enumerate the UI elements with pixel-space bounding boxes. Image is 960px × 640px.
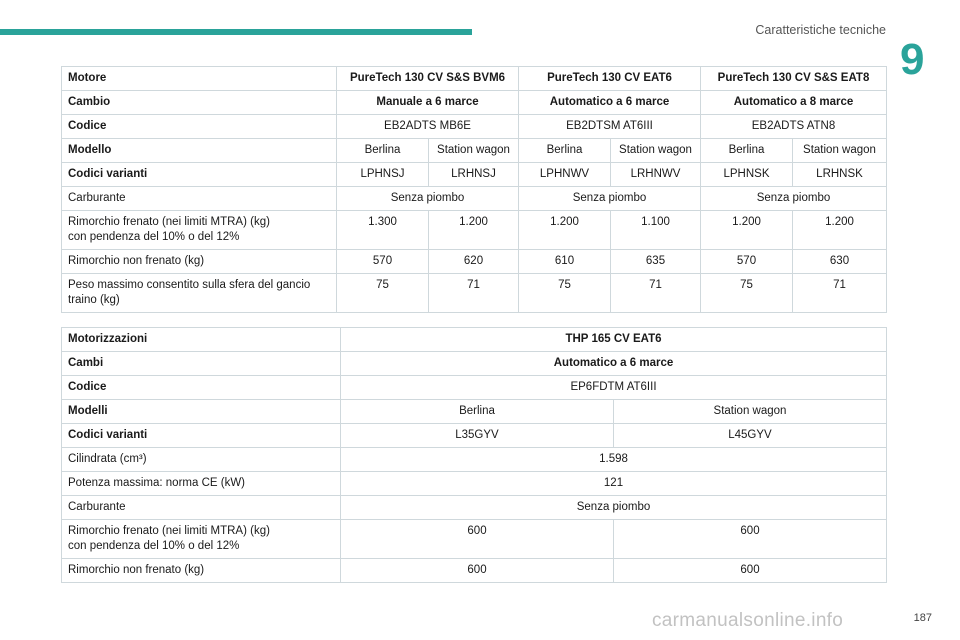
row-label: [62, 520, 341, 559]
row-label: Motore: [62, 67, 337, 91]
displacement-cell: 1.598: [341, 448, 887, 472]
ball-load-cell: 71: [429, 274, 519, 313]
code-cell: EB2DTSM AT6III: [519, 115, 701, 139]
petrol-engines-table: [61, 66, 887, 313]
gearbox-cell: Manuale a 6 marce: [337, 91, 519, 115]
braked-cell: 1.300: [337, 211, 429, 250]
braked-cell: 600: [614, 520, 887, 559]
row-label: Modelli: [62, 400, 341, 424]
braked-cell: 1.200: [429, 211, 519, 250]
ball-load-cell: 71: [611, 274, 701, 313]
row-label: Motorizzazioni: [62, 328, 341, 352]
unbraked-cell: 635: [611, 250, 701, 274]
chapter-number: 9: [900, 35, 925, 84]
row-label: [62, 211, 337, 250]
row-label-line: con pendenza del 10% o del 12%: [68, 231, 240, 243]
model-cell: Station wagon: [429, 139, 519, 163]
gearbox-cell: Automatico a 8 marce: [701, 91, 887, 115]
table-row: [62, 472, 887, 496]
watermark: carmanualsonline.info: [652, 610, 844, 631]
unbraked-cell: 600: [341, 559, 614, 583]
row-label-line: Rimorchio frenato (nei limiti MTRA) (kg): [68, 525, 270, 537]
table-row: [62, 250, 887, 274]
unbraked-cell: 630: [793, 250, 887, 274]
unbraked-cell: 610: [519, 250, 611, 274]
row-label: Cilindrata (cm³): [62, 448, 341, 472]
thp-engine-table: [61, 327, 887, 583]
engine-cell: PureTech 130 CV S&S EAT8: [701, 67, 887, 91]
table-row: [62, 187, 887, 211]
row-label: Rimorchio non frenato (kg): [62, 250, 337, 274]
header-accent-bar: [0, 29, 472, 35]
table-row: [62, 115, 887, 139]
table-row: [62, 163, 887, 187]
fuel-cell: Senza piombo: [519, 187, 701, 211]
ball-load-cell: 75: [519, 274, 611, 313]
row-label: Codice: [62, 115, 337, 139]
engine-cell: THP 165 CV EAT6: [341, 328, 887, 352]
row-label-line: Peso massimo consentito sulla sfera del gancio: [68, 279, 311, 291]
row-label: Carburante: [62, 496, 341, 520]
unbraked-cell: 570: [337, 250, 429, 274]
row-label: Cambi: [62, 352, 341, 376]
section-title: Caratteristiche tecniche: [755, 23, 886, 37]
row-label: Cambio: [62, 91, 337, 115]
row-label-line: traino (kg): [68, 294, 120, 306]
table-row: [62, 274, 887, 313]
row-label-line: Rimorchio frenato (nei limiti MTRA) (kg): [68, 216, 270, 228]
fuel-cell: Senza piombo: [337, 187, 519, 211]
unbraked-cell: 600: [614, 559, 887, 583]
variant-cell: LPHNSJ: [337, 163, 429, 187]
table-row: [62, 91, 887, 115]
row-label: Carburante: [62, 187, 337, 211]
fuel-cell: Senza piombo: [701, 187, 887, 211]
gearbox-cell: Automatico a 6 marce: [341, 352, 887, 376]
engine-cell: PureTech 130 CV EAT6: [519, 67, 701, 91]
variant-cell: LPHNWV: [519, 163, 611, 187]
model-cell: Station wagon: [614, 400, 887, 424]
table-row: [62, 520, 887, 559]
ball-load-cell: 75: [701, 274, 793, 313]
row-label: Codice: [62, 376, 341, 400]
braked-cell: 1.200: [701, 211, 793, 250]
variant-cell: LRHNSJ: [429, 163, 519, 187]
variant-cell: LRHNWV: [611, 163, 701, 187]
variant-cell: L35GYV: [341, 424, 614, 448]
braked-cell: 1.100: [611, 211, 701, 250]
table-row: [62, 376, 887, 400]
row-label: Rimorchio non frenato (kg): [62, 559, 341, 583]
braked-cell: 1.200: [793, 211, 887, 250]
unbraked-cell: 620: [429, 250, 519, 274]
variant-cell: L45GYV: [614, 424, 887, 448]
row-label: Codici varianti: [62, 424, 341, 448]
model-cell: Station wagon: [793, 139, 887, 163]
row-label: Potenza massima: norma CE (kW): [62, 472, 341, 496]
row-label: [62, 274, 337, 313]
table-row: [62, 448, 887, 472]
model-cell: Station wagon: [611, 139, 701, 163]
table-row: [62, 559, 887, 583]
table-row: [62, 67, 887, 91]
model-cell: Berlina: [341, 400, 614, 424]
row-label-line: con pendenza del 10% o del 12%: [68, 540, 240, 552]
ball-load-cell: 75: [337, 274, 429, 313]
variant-cell: LRHNSK: [793, 163, 887, 187]
code-cell: EB2ADTS MB6E: [337, 115, 519, 139]
engine-cell: PureTech 130 CV S&S BVM6: [337, 67, 519, 91]
table-row: [62, 211, 887, 250]
table-row: [62, 496, 887, 520]
power-cell: 121: [341, 472, 887, 496]
row-label: Codici varianti: [62, 163, 337, 187]
model-cell: Berlina: [701, 139, 793, 163]
table-row: [62, 424, 887, 448]
code-cell: EB2ADTS ATN8: [701, 115, 887, 139]
table-row: [62, 139, 887, 163]
braked-cell: 1.200: [519, 211, 611, 250]
row-label: Modello: [62, 139, 337, 163]
table-row: [62, 400, 887, 424]
fuel-cell: Senza piombo: [341, 496, 887, 520]
code-cell: EP6FDTM AT6III: [341, 376, 887, 400]
table-row: [62, 328, 887, 352]
table-row: [62, 352, 887, 376]
braked-cell: 600: [341, 520, 614, 559]
unbraked-cell: 570: [701, 250, 793, 274]
variant-cell: LPHNSK: [701, 163, 793, 187]
model-cell: Berlina: [519, 139, 611, 163]
ball-load-cell: 71: [793, 274, 887, 313]
model-cell: Berlina: [337, 139, 429, 163]
page-number: 187: [913, 612, 932, 624]
gearbox-cell: Automatico a 6 marce: [519, 91, 701, 115]
